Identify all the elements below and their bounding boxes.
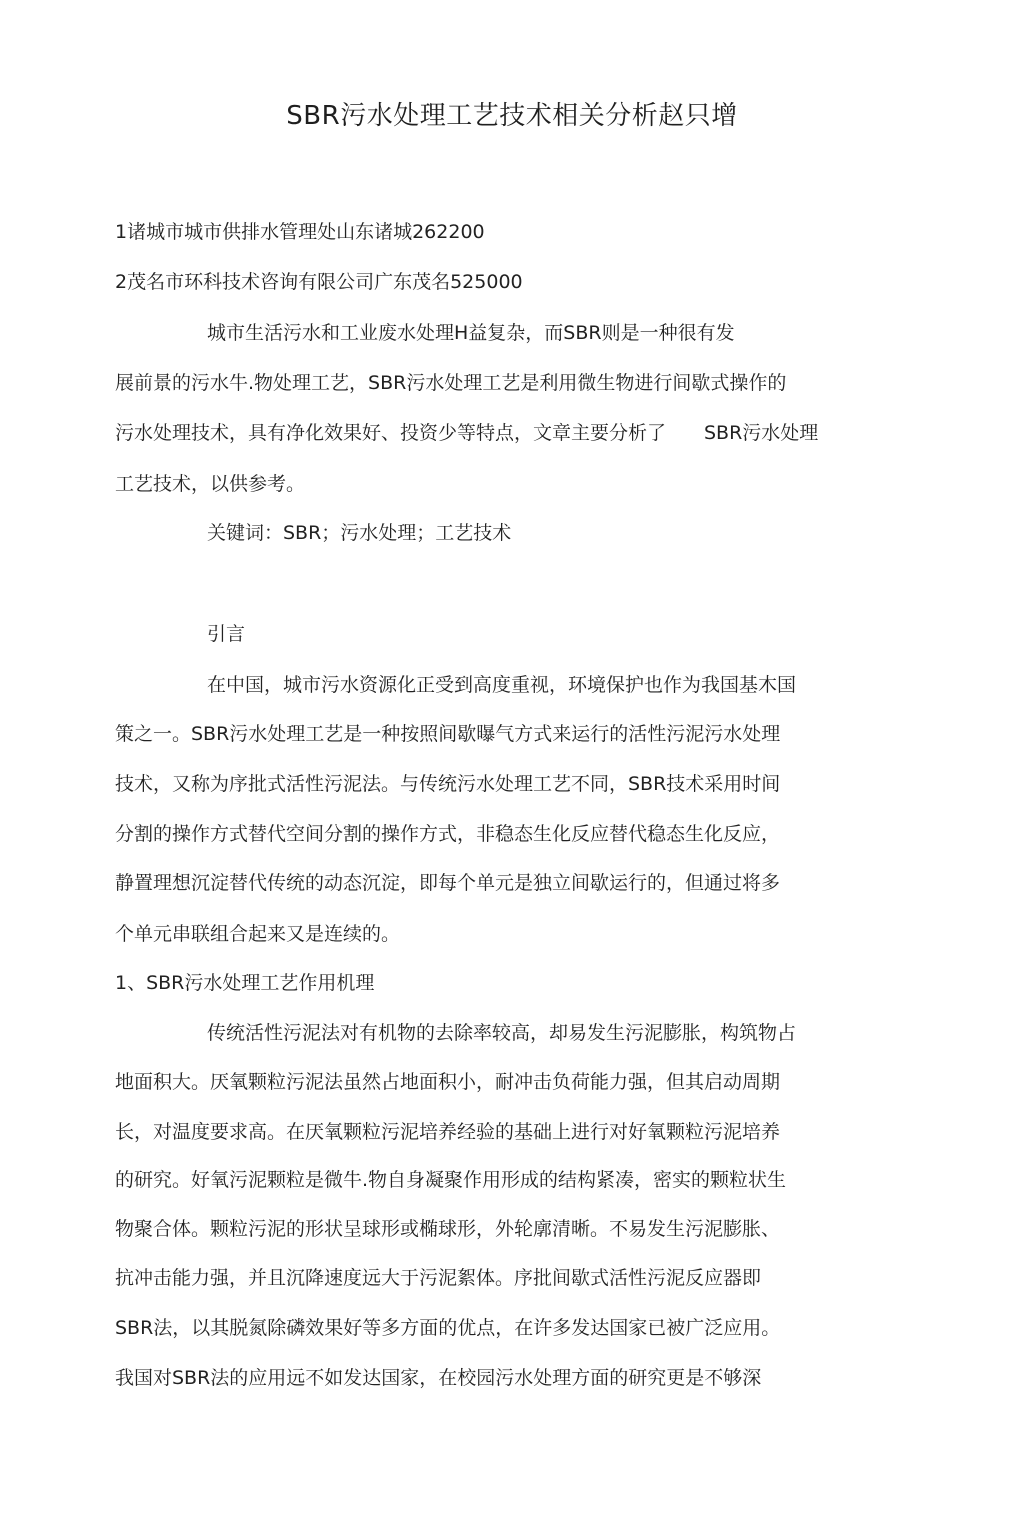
intro-line-6: 个单元串联组合起来又是连续的。: [115, 923, 401, 945]
keywords: 关键词：SBR；污水处理；工艺技术: [207, 522, 512, 544]
section1-heading: 1、SBR污水处理工艺作用机理: [115, 972, 375, 994]
intro-heading: 引言: [207, 623, 246, 645]
affiliation-1: 1诸城市城市供排水管理处山东诸城262200: [115, 221, 485, 243]
abstract-line-2: 展前景的污水牛.物处理工艺，SBR污水处理工艺是利用微生物进行间歇式操作的: [115, 372, 787, 394]
intro-line-5: 静置理想沉淀替代传统的动态沉淀，即每个单元是独立间歇运行的，但通过将多: [115, 872, 781, 894]
intro-line-3: 技术，又称为序批式活性污泥法。与传统污水处理工艺不同，SBR技术采用时间: [115, 773, 781, 795]
abstract-line-1: 城市生活污水和工业废水处理H益复杂，而SBR则是一种很有发: [207, 322, 735, 344]
section1-line-1: 传统活性污泥法对有机物的去除率较高，却易发生污泥膨胀，构筑物占: [207, 1022, 797, 1044]
section1-line-2: 地面积大。厌氧颗粒污泥法虽然占地面积小，耐冲击负荷能力强，但其启动周期: [115, 1071, 781, 1093]
intro-line-2: 策之一。SBR污水处理工艺是一种按照间歇曝气方式来运行的活性污泥污水处理: [115, 723, 781, 745]
section1-line-7: SBR法，以其脱氮除磷效果好等多方面的优点，在许多发达国家已被广泛应用。: [115, 1317, 781, 1339]
intro-line-1: 在中国，城市污水资源化正受到高度重视，环境保护也作为我国基木国: [207, 674, 797, 696]
section1-line-5: 物聚合体。颗粒污泥的形状呈球形或椭球形，外轮廓清晰。不易发生污泥膨胀、: [115, 1218, 781, 1240]
document-title: SBR污水处理工艺技术相关分析赵只增: [286, 101, 738, 131]
abstract-line-3: 污水处理技术，具有净化效果好、投资少等特点，文章主要分析了 SBR污水处理: [115, 422, 819, 444]
affiliation-2: 2茂名市环科技术咨询有限公司广东茂名525000: [115, 271, 523, 293]
intro-line-4: 分割的操作方式替代空间分割的操作方式，非稳态生化反应替代稳态生化反应，: [115, 823, 781, 845]
section1-line-3: 长，对温度要求高。在厌氧颗粒污泥培养经验的基础上进行对好氧颗粒污泥培养: [115, 1121, 781, 1143]
section1-line-8: 我国对SBR法的应用远不如发达国家，在校园污水处理方面的研究更是不够深: [115, 1367, 762, 1389]
abstract-line-4: 工艺技术，以供参考。: [115, 473, 306, 495]
section1-line-6: 抗冲击能力强，并且沉降速度远大于污泥絮体。序批间歇式活性污泥反应器即: [115, 1267, 762, 1289]
section1-line-4: 的研究。好氧污泥颗粒是微牛.物自身凝聚作用形成的结构紧凑，密实的颗粒状生: [115, 1169, 787, 1191]
